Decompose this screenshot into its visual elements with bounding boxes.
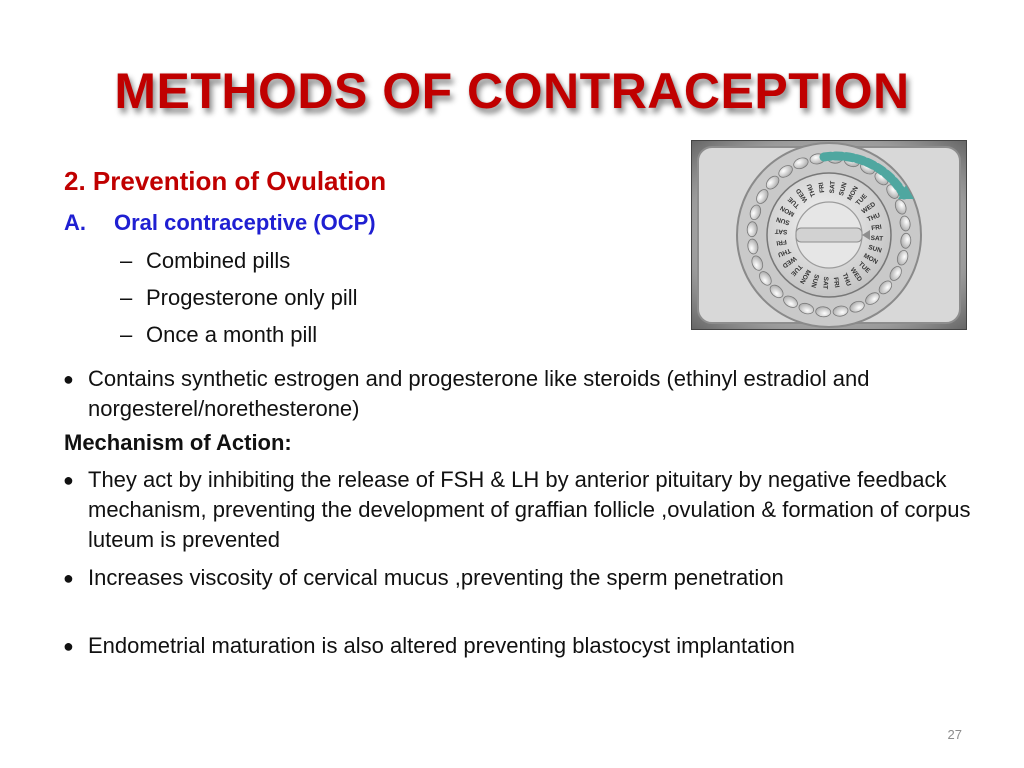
day-label: THU bbox=[776, 246, 792, 258]
subheading-letter: A. bbox=[64, 210, 86, 235]
list-item bbox=[120, 285, 358, 322]
day-label: MON bbox=[846, 185, 861, 202]
bullet-icon: ● bbox=[63, 470, 74, 490]
day-label: FRI bbox=[775, 237, 788, 247]
day-label: SUN bbox=[809, 273, 821, 289]
day-label: WED bbox=[795, 186, 810, 204]
mechanism-bullet bbox=[63, 563, 973, 593]
day-label: MON bbox=[797, 268, 812, 285]
bullet-text: They act by inhibiting the release of FSH & LH by anterior pituitary by negative feedback mechanism, preventing the development of graffian follicle ,ovulation & formation of corpus luteum is prevented bbox=[88, 467, 971, 552]
day-label: MON bbox=[779, 203, 796, 218]
list-item-text: Progesterone only pill bbox=[146, 285, 358, 310]
day-label: MON bbox=[862, 252, 879, 267]
list-item-text: Combined pills bbox=[146, 248, 291, 273]
day-label: SAT bbox=[821, 276, 830, 290]
dash-bullet: – bbox=[120, 322, 133, 347]
day-label: THU bbox=[840, 272, 852, 288]
contains-bullet bbox=[63, 364, 973, 424]
section-heading: 2. Prevention of Ovulation bbox=[64, 166, 387, 196]
day-label: SUN bbox=[867, 243, 883, 255]
list-item bbox=[120, 248, 358, 285]
day-label: SAT bbox=[774, 227, 788, 236]
day-label: WED bbox=[860, 201, 878, 216]
dash-bullet: – bbox=[120, 248, 133, 273]
page-number: 27 bbox=[947, 727, 962, 742]
slide-title: METHODS OF CONTRACEPTION bbox=[114, 63, 910, 119]
list-item-text: Once a month pill bbox=[146, 322, 318, 347]
day-label: THU bbox=[866, 212, 882, 224]
bullet-text: Increases viscosity of cervical mucus ,preventing the sperm penetration bbox=[88, 565, 784, 590]
day-label: FRI bbox=[831, 276, 841, 289]
mechanism-bullet bbox=[63, 465, 973, 555]
pill-dispenser-image bbox=[692, 141, 966, 329]
bullet-icon: ● bbox=[63, 369, 74, 389]
bullet-icon: ● bbox=[63, 636, 74, 656]
day-label: TUE bbox=[854, 192, 869, 208]
subheading bbox=[64, 210, 376, 236]
bullet-text: Endometrial maturation is also altered preventing blastocyst implantation bbox=[88, 633, 795, 658]
day-label: TUE bbox=[856, 260, 872, 275]
list-item bbox=[120, 322, 358, 359]
bullet-icon: ● bbox=[63, 568, 74, 588]
day-label: FRI bbox=[870, 223, 883, 233]
pill-type-list bbox=[120, 248, 358, 359]
day-label: SUN bbox=[837, 181, 849, 197]
day-label: SAT bbox=[870, 234, 884, 243]
day-label: WED bbox=[848, 266, 863, 284]
dash-bullet: – bbox=[120, 285, 133, 310]
day-label: WED bbox=[780, 254, 798, 269]
day-label: FRI bbox=[817, 181, 827, 194]
mechanism-bullet bbox=[63, 631, 973, 661]
mechanism-heading: Mechanism of Action: bbox=[64, 430, 292, 455]
day-label: TUE bbox=[786, 195, 802, 210]
day-label: TUE bbox=[789, 262, 804, 278]
pill-pack-photo bbox=[691, 140, 967, 330]
day-label: SAT bbox=[828, 180, 837, 194]
bullet-text: Contains synthetic estrogen and progesterone like steroids (ethinyl estradiol and norgesterel/norethesterone) bbox=[88, 366, 870, 421]
day-label: SUN bbox=[775, 215, 791, 227]
subheading-text: Oral contraceptive (OCP) bbox=[114, 210, 376, 235]
day-label: THU bbox=[806, 182, 818, 198]
